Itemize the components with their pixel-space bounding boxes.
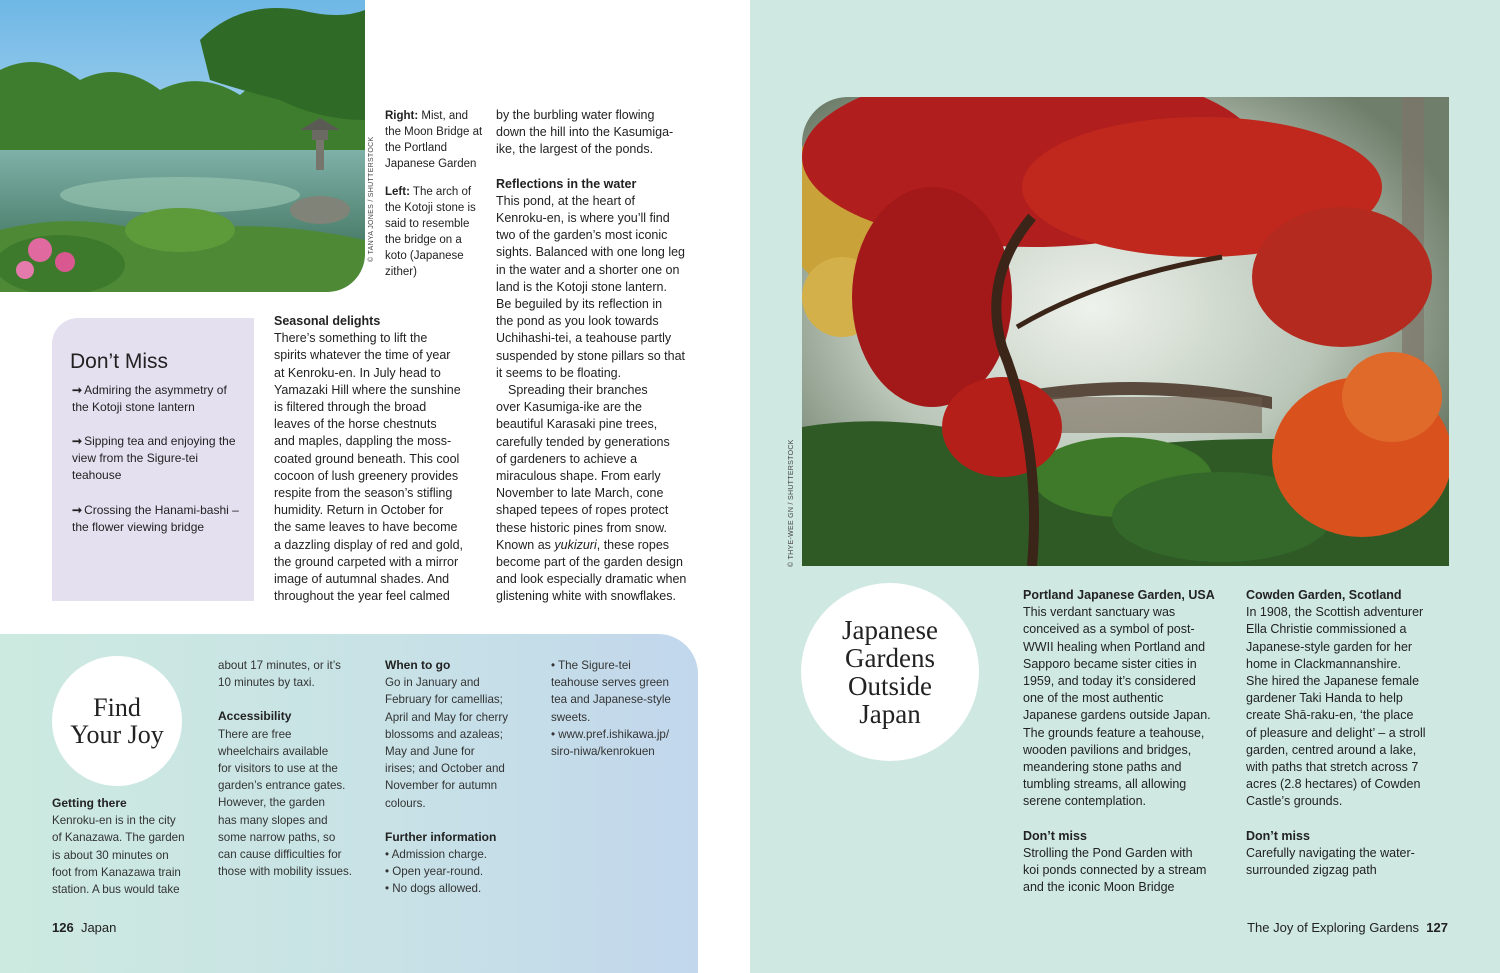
body-line: serene contemplation. xyxy=(1023,794,1146,809)
body-line: Sapporo became sister cities in xyxy=(1023,656,1197,671)
body-line: Kenroku-en, is where you’ll find xyxy=(496,211,670,226)
body-line: cocoon of lush greenery provides xyxy=(274,468,459,483)
body-line: tumbling streams, all allowing xyxy=(1023,777,1187,792)
body-line: miraculous shape. From early xyxy=(496,469,661,484)
body-line: May and June for xyxy=(385,745,475,759)
caption-right: Right: Mist, and the Moon Bridge at the Portland Japanese Garden xyxy=(385,110,483,170)
body-line: There’s something to lift the xyxy=(274,331,428,346)
body-line: the same leaves to have become xyxy=(274,520,458,535)
body-line: carefully tended by generations xyxy=(496,434,670,449)
find-your-joy-badge: Find Your Joy xyxy=(52,656,182,786)
dont-miss-item: ➞ Sipping tea and enjoying the view from the Sigure-tei teahouse xyxy=(72,434,236,483)
body-line: spirits whatever the time of year xyxy=(274,348,451,363)
body-line: Kenroku-en is in the city xyxy=(52,814,176,828)
body-line: has many slopes and xyxy=(218,813,328,827)
body-line: and look especially dramatic when xyxy=(496,572,687,587)
body-line: • The Sigure-tei xyxy=(551,659,631,672)
body-line: • Admission charge. xyxy=(385,848,488,862)
getting-there-heading: Getting there xyxy=(52,796,127,810)
body-line: can cause difficulties for xyxy=(218,848,342,862)
body-line: • Open year-round. xyxy=(385,865,484,879)
body-line: home in Clackmannanshire. xyxy=(1246,656,1401,671)
body-line: at Kenroku-en. In July head to xyxy=(274,365,441,380)
body-line: glistening white with snowflakes. xyxy=(496,589,676,604)
body-line: station. A bus would take xyxy=(52,883,180,897)
body-line: colours. xyxy=(385,796,426,810)
body-line: beautiful Karasaki pine trees, xyxy=(496,417,658,432)
body-line: Be beguiled by its reflection in xyxy=(496,297,663,312)
portland-dont-miss-heading: Don’t miss xyxy=(1023,828,1087,843)
body-line: conceived as a symbol of post- xyxy=(1023,622,1195,637)
body-line: WWII healing when Portland and xyxy=(1023,639,1206,654)
body-line: in the water and a shorter one on xyxy=(496,262,680,277)
reflections-heading: Reflections in the water xyxy=(496,176,637,191)
body-line: create Shā-raku-en, ‘the place xyxy=(1246,708,1414,723)
when-to-go-heading: When to go xyxy=(385,658,451,672)
body-line: these historic pines from snow. xyxy=(496,520,667,535)
body-line: two of the garden’s most iconic xyxy=(496,228,668,243)
photo-captions xyxy=(385,108,485,292)
body-line: of Kanazawa. The garden xyxy=(52,831,185,845)
body-line: over Kasumiga-ike are the xyxy=(496,400,642,415)
left-footer xyxy=(52,920,116,935)
body-line: Ella Christie commissioned a xyxy=(1246,622,1407,637)
seasonal-heading: Seasonal delights xyxy=(274,314,381,328)
body-line: it seems to be floating. xyxy=(496,365,622,380)
body-line: by the burbling water flowing xyxy=(496,108,655,122)
body-line: those with mobility issues. xyxy=(218,865,353,879)
body-line: the pond as you look towards xyxy=(496,314,659,329)
body-line: Yamazaki Hill where the sunshine xyxy=(274,382,461,397)
body-line: is about 30 minutes on xyxy=(52,848,169,862)
page-number: 127 xyxy=(1426,920,1448,935)
right-footer xyxy=(1247,920,1448,935)
body-line: April and May for cherry xyxy=(385,710,509,724)
website-link[interactable]: siro-niwa/kenrokuen xyxy=(551,745,655,759)
body-line: There are free xyxy=(218,727,292,741)
dont-miss-item: ➞ Crossing the Hanami-bashi – the flower viewing bridge xyxy=(72,503,239,535)
website-link[interactable]: • www.pref.ishikawa.jp/ xyxy=(551,727,670,741)
body-line: November for autumn xyxy=(385,779,498,793)
japanese-gardens-outside-japan-badge: Japanese Gardens Outside Japan xyxy=(801,583,979,761)
body-line: The grounds feature a teahouse, xyxy=(1023,725,1205,740)
body-line: surrounded zigzag path xyxy=(1246,863,1377,878)
cowden-heading: Cowden Garden, Scotland xyxy=(1246,588,1402,602)
body-line: Uchihashi-tei, a teahouse partly xyxy=(496,331,672,346)
body-line: one of the most authentic xyxy=(1023,691,1164,706)
body-line: This verdant sanctuary was xyxy=(1023,605,1176,620)
cowden-dont-miss-heading: Don’t miss xyxy=(1246,828,1310,843)
body-line: acres (2.8 hectares) of Cowden xyxy=(1246,777,1421,792)
portland-garden-column xyxy=(1023,587,1233,896)
body-line: land is the Kotoji stone lantern. xyxy=(496,279,667,294)
accessibility-column xyxy=(218,657,373,880)
body-line: become part of the garden design xyxy=(496,555,683,570)
body-line: coated ground beneath. This cool xyxy=(274,451,460,466)
body-line: is filtered through the broad xyxy=(274,400,427,415)
getting-there-column xyxy=(52,795,202,898)
further-info-heading: Further information xyxy=(385,829,497,844)
caption-left: Left: The arch of the Kotoji stone is said to resemble the bridge on a koto (Japanese zither) xyxy=(385,186,476,278)
dont-miss-title: Don’t Miss xyxy=(70,350,169,373)
body-line: November to late March, cone xyxy=(496,486,664,501)
body-line: suspended by stone pillars so that xyxy=(496,348,686,363)
page-number: 126 xyxy=(52,920,74,935)
accessibility-heading: Accessibility xyxy=(218,709,292,724)
reflections-column xyxy=(496,107,711,606)
body-line: 10 minutes by taxi. xyxy=(218,676,315,690)
body-line: leaves of the horse chestnuts xyxy=(274,417,437,432)
portland-heading: Portland Japanese Garden, USA xyxy=(1023,588,1215,602)
body-line: humidity. Return in October for xyxy=(274,503,444,518)
body-line: Strolling the Pond Garden with xyxy=(1023,845,1193,860)
cowden-garden-column xyxy=(1246,587,1456,879)
body-line: Go in January and xyxy=(385,676,480,690)
body-line: wooden pavilions and bridges, xyxy=(1023,742,1192,757)
body-line: Castle’s grounds. xyxy=(1246,794,1343,809)
body-line: gardener Taki Handa to help xyxy=(1246,691,1403,706)
kenrokuen-garden-photo xyxy=(0,0,365,292)
body-line: of pleasure and delight’ – a stroll xyxy=(1246,725,1426,740)
section-name: The Joy of Exploring Gardens xyxy=(1247,920,1420,935)
body-line: 1959, and today it’s considered xyxy=(1023,674,1196,689)
body-line: Japanese gardens outside Japan. xyxy=(1023,708,1211,723)
body-line: foot from Kanazawa train xyxy=(52,865,181,879)
body-line: image of autumnal shades. And xyxy=(274,572,450,587)
body-line: a dazzling display of red and gold, xyxy=(274,537,464,552)
body-line: Carefully navigating the water- xyxy=(1246,845,1415,860)
body-line: sweets. xyxy=(551,710,591,724)
body-line: Spreading their branches xyxy=(508,383,648,398)
when-to-go-column xyxy=(385,657,535,898)
body-line: with paths that stretch across 7 xyxy=(1246,760,1419,775)
body-line: teahouse serves green xyxy=(551,676,669,690)
body-line: koi ponds connected by a stream xyxy=(1023,863,1207,878)
body-line: and the iconic Moon Bridge xyxy=(1023,880,1175,895)
body-line: This pond, at the heart of xyxy=(496,193,635,208)
body-line: garden’s entrance gates. xyxy=(218,779,346,793)
body-line: garden, centred around a lake, xyxy=(1246,742,1417,757)
body-line: irises; and October and xyxy=(385,762,505,776)
arrow-right-icon: ➞ xyxy=(72,434,81,448)
dont-miss-item: ➞ Admiring the asymmetry of the Kotoji stone lantern xyxy=(72,383,227,415)
body-line: the ground carpeted with a mirror xyxy=(274,554,459,569)
arrow-right-icon: ➞ xyxy=(72,503,81,517)
body-line: about 17 minutes, or it’s xyxy=(218,659,341,672)
body-line: respite from the season’s stifling xyxy=(274,486,453,501)
photo-credit-tanya-jones: © TANYA JONES / SHUTTERSTOCK xyxy=(368,136,375,262)
body-line: Known as yukizuri, these ropes xyxy=(496,537,670,552)
body-line: However, the garden xyxy=(218,796,325,810)
seasonal-delights-column xyxy=(274,313,479,605)
body-line: some narrow paths, so xyxy=(218,830,336,844)
body-line: February for camellias; xyxy=(385,693,503,707)
body-line: ike, the largest of the ponds. xyxy=(496,142,654,157)
body-line: • No dogs allowed. xyxy=(385,882,482,896)
body-line: She hired the Japanese female xyxy=(1246,674,1420,689)
body-line: of gardeners to achieve a xyxy=(496,451,638,466)
body-line: for visitors to use at the xyxy=(218,762,338,776)
body-line: throughout the year feel calmed xyxy=(274,589,450,604)
further-info-column xyxy=(551,657,691,760)
body-line: Japanese-style garden for her xyxy=(1246,639,1413,654)
body-line: shaped tepees of ropes protect xyxy=(496,503,669,518)
arrow-right-icon: ➞ xyxy=(72,383,81,397)
body-line: meandering stone paths and xyxy=(1023,760,1182,775)
body-line: down the hill into the Kasumiga- xyxy=(496,125,674,140)
photo-credit-thye-wee-gn: © THYE-WEE GN / SHUTTERSTOCK xyxy=(788,439,795,567)
body-line: tea and Japanese-style xyxy=(551,693,671,707)
body-line: blossoms and azaleas; xyxy=(385,727,503,741)
portland-moon-bridge-photo xyxy=(802,97,1449,566)
body-line: sights. Balanced with one long leg xyxy=(496,245,686,260)
section-name: Japan xyxy=(80,920,117,935)
body-line: In 1908, the Scottish adventurer xyxy=(1246,605,1424,620)
body-line: and maples, dappling the moss- xyxy=(274,434,452,449)
body-line: wheelchairs available xyxy=(218,744,329,758)
